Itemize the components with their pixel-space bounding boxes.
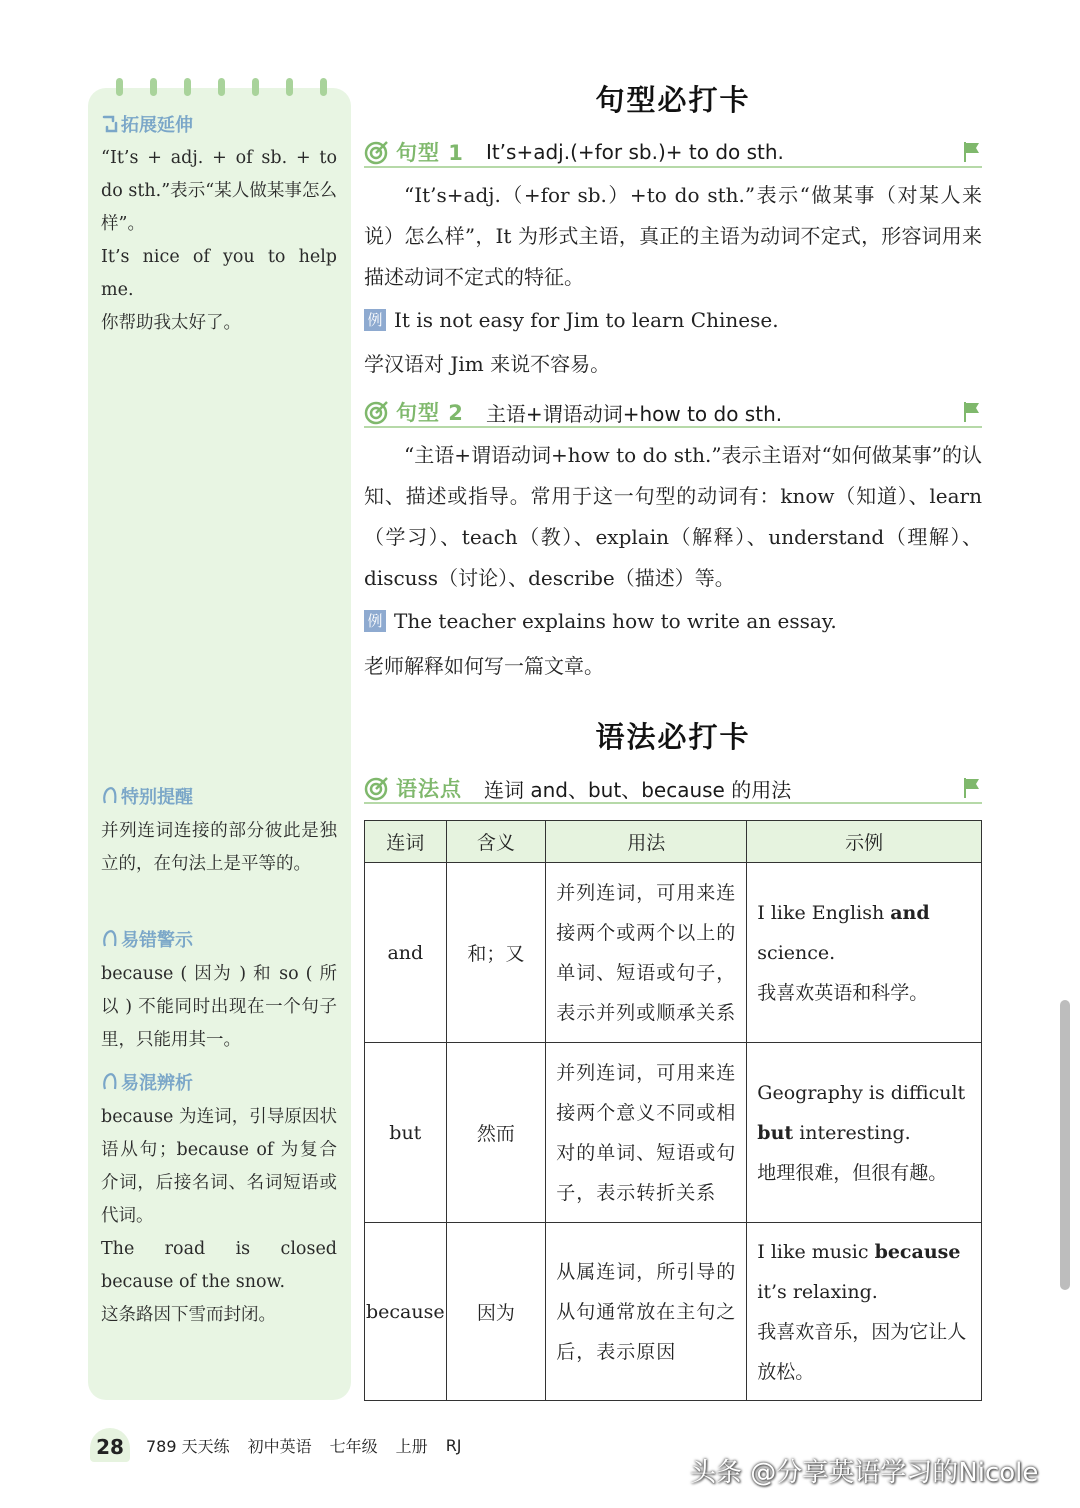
header-meaning: 含义	[446, 821, 546, 863]
warning-body	[101, 958, 337, 1057]
pattern2-example-en: The teacher explains how to write an essay.	[394, 609, 837, 633]
example-en-keyword: because	[874, 1240, 961, 1263]
example-en-post: science.	[757, 941, 836, 964]
row-word: and	[365, 863, 447, 1043]
bell-icon	[101, 1071, 119, 1093]
grammar-section-title: 语法必打卡	[595, 720, 751, 754]
footer-subject: 初中英语	[247, 1436, 312, 1456]
extension-heading-text: 拓展延伸	[121, 115, 193, 136]
table-row	[365, 863, 982, 1043]
page-number: 28	[90, 1428, 130, 1462]
row-example	[747, 863, 982, 1043]
pattern2-explanation: “主语+谓语动词+how to do sth.”表示主语对“如何做某事”的认知、描述或指导。常用于这一句型的动词有：know（知道）、learn（学习）、teach（教）、explain（解释）、understand（理解）、discuss（讨论）、describe（描述）等。	[364, 443, 982, 590]
warning-heading	[101, 926, 193, 952]
target-icon	[364, 139, 390, 165]
pattern2-example-zh: 老师解释如何写一篇文章。	[364, 654, 604, 678]
row-word: but	[365, 1043, 447, 1223]
row-usage: 从属连词，所引导的从句通常放在主句之后，表示原因	[546, 1223, 747, 1401]
confusion-heading	[101, 1069, 193, 1095]
pattern2-bar	[364, 398, 982, 428]
flag-icon	[962, 776, 982, 800]
confusion-body	[101, 1101, 337, 1332]
binder-rings	[88, 78, 351, 98]
grammar-point-label: 语法点	[396, 777, 462, 801]
example-en-post: it’s relaxing.	[757, 1280, 878, 1303]
grammar-point-bar	[364, 774, 982, 804]
row-example	[747, 1223, 982, 1401]
confusion-heading-text: 易混辨析	[121, 1073, 193, 1094]
example-zh: 我喜欢英语和科学。	[757, 981, 929, 1004]
reminder-heading	[101, 783, 193, 809]
grammar-point-text: 连词 and、but、because 的用法	[484, 777, 792, 802]
conjunction-table	[364, 820, 982, 1401]
example-en-keyword: but	[757, 1121, 794, 1144]
reminder-text: 并列连词连接的部分彼此是独立的，在句法上是平等的。	[101, 821, 337, 874]
confusion-text: because 为连词，引导原因状语从句；because of 为复合介词，后接名词、名词短语或代词。	[101, 1107, 337, 1226]
watermark: 头条 @分享英语学习的Nicole	[690, 1458, 1039, 1488]
extension-text: “It’s + adj. + of sb. + to do sth.”表示“某人做某事怎么样”。	[101, 148, 337, 234]
pattern1-formula: It’s+adj.(+for sb.)+ to do sth.	[485, 140, 784, 164]
footer-edition: RJ	[445, 1435, 462, 1455]
target-icon	[364, 399, 390, 425]
footer-volume: 上册	[395, 1436, 428, 1456]
extension-heading	[101, 111, 193, 137]
page-footer	[90, 1428, 480, 1462]
row-word: because	[365, 1223, 447, 1401]
pattern1-example	[364, 308, 779, 332]
example-marker-icon: 例	[364, 309, 386, 331]
table-row	[365, 1043, 982, 1223]
pattern2-formula: 主语+谓语动词+how to do sth.	[485, 401, 783, 426]
extension-example-en: It’s nice of you to help me.	[101, 247, 337, 300]
scrollbar[interactable]	[1060, 1000, 1070, 1290]
reminder-heading-text: 特别提醒	[121, 787, 193, 808]
pattern1-bar	[364, 138, 982, 168]
row-usage: 并列连词，可用来连接两个或两个以上的单词、短语或句子，表示并列或顺承关系	[546, 863, 747, 1043]
row-meaning: 然而	[446, 1043, 546, 1223]
example-zh: 地理很难，但很有趣。	[757, 1161, 948, 1184]
confusion-example-zh: 这条路因下雪而封闭。	[101, 1305, 276, 1325]
extension-example-zh: 你帮助我太好了。	[101, 313, 241, 333]
pattern2-label: 句型 2	[396, 401, 464, 425]
header-usage: 用法	[546, 821, 747, 863]
footer-series: 789 天天练	[146, 1436, 230, 1456]
bell-icon	[101, 785, 119, 807]
sentence-section-title: 句型必打卡	[595, 83, 751, 117]
example-en-pre: Geography is difficult	[757, 1081, 966, 1104]
pattern1-explanation: “It’s+adj.（+for sb.）+to do sth.”表示“做某事（对某人来说）怎么样”，It 为形式主语，真正的主语为动词不定式，形容词用来描述动词不定式的特征。	[364, 183, 982, 289]
example-marker-icon: 例	[364, 610, 386, 632]
flag-icon	[962, 140, 982, 164]
row-meaning: 因为	[446, 1223, 546, 1401]
extend-icon	[101, 113, 119, 135]
footer-grade: 七年级	[329, 1436, 378, 1456]
table-row	[365, 1223, 982, 1401]
example-en-keyword: and	[890, 901, 930, 924]
table-header-row	[365, 821, 982, 863]
extension-body	[101, 142, 337, 340]
bell-icon	[101, 928, 119, 950]
pattern1-example-zh: 学汉语对 Jim 来说不容易。	[364, 352, 611, 376]
row-meaning: 和；又	[446, 863, 546, 1043]
row-usage: 并列连词，可用来连接两个意义不同或相对的单词、短语或句子，表示转折关系	[546, 1043, 747, 1223]
example-en-pre: I like music	[757, 1240, 875, 1263]
header-example: 示例	[747, 821, 982, 863]
target-icon	[364, 775, 390, 801]
warning-heading-text: 易错警示	[121, 930, 193, 951]
pattern2-example	[364, 609, 837, 633]
flag-icon	[962, 400, 982, 424]
pattern1-label: 句型 1	[396, 141, 464, 165]
reminder-body	[101, 815, 337, 881]
example-zh: 我喜欢音乐，因为它让人放松。	[757, 1320, 967, 1383]
example-en-pre: I like English	[757, 901, 891, 924]
warning-text: because ( 因为 ) 和 so ( 所以 ) 不能同时出现在一个句子里，只能用其一。	[101, 964, 337, 1050]
confusion-example-en: The road is closed because of the snow.	[101, 1239, 337, 1292]
header-conjunction: 连词	[365, 821, 447, 863]
pattern1-example-en: It is not easy for Jim to learn Chinese.	[394, 308, 779, 332]
example-en-post: interesting.	[793, 1121, 911, 1144]
row-example	[747, 1043, 982, 1223]
